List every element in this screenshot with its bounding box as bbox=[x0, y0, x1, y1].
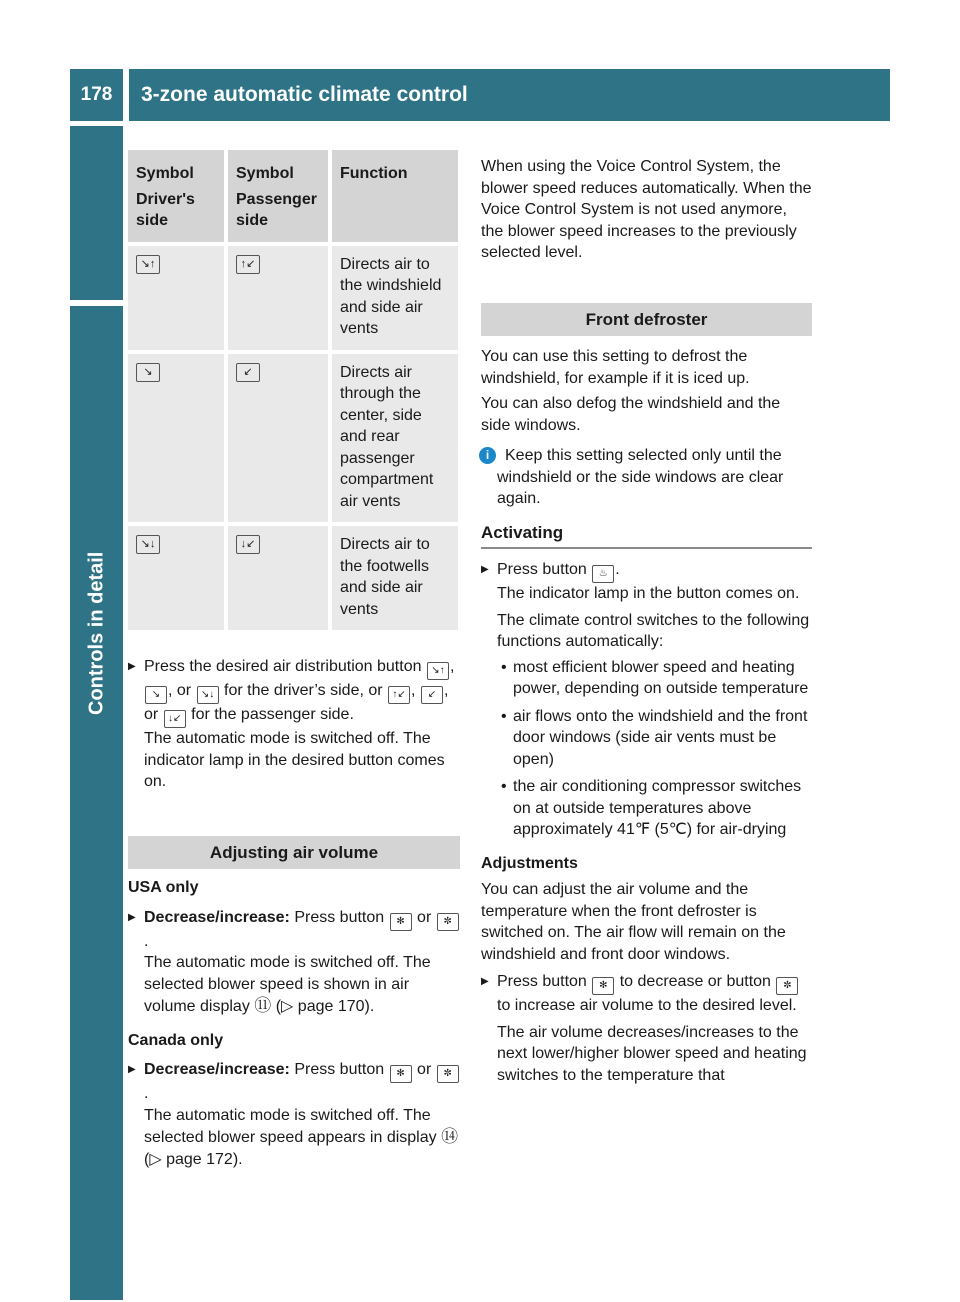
list-item: • most efficient blower speed and heating power, depending on outside temperature bbox=[497, 657, 812, 700]
side-tab bbox=[70, 306, 123, 1300]
info-text: Keep this setting selected only until the windshield or the side windows are clear again. bbox=[497, 447, 784, 507]
step-result: The indicator lamp in the button comes on. bbox=[497, 585, 800, 602]
header-function-line1: Function bbox=[340, 165, 408, 182]
defroster-intro: You can use this setting to defrost the windshield, for example if it is iced up. bbox=[481, 348, 750, 387]
table-row bbox=[128, 350, 458, 523]
air-windshield-passenger-icon: ↑↙ bbox=[388, 686, 410, 704]
activating-heading: Activating bbox=[481, 522, 812, 550]
header-passenger-line1: Symbol bbox=[236, 165, 294, 182]
defrost-max-icon: ♨ bbox=[592, 565, 614, 583]
air-center-driver-icon: ↘ bbox=[145, 686, 167, 704]
step-result: The automatic mode is switched off. The selected blower speed is shown in air volume display ⑪ (▷ page 170). bbox=[144, 954, 431, 1015]
air-center-driver-icon: ↘ bbox=[136, 363, 160, 382]
voice-control-paragraph: When using the Voice Control System, the blower speed reduces automatically. When the Voice Control System is not used anymore, the blower speed increases to the previously selected level. bbox=[481, 158, 812, 261]
function-text: Directs air to the footwells and side air vents bbox=[328, 522, 458, 630]
air-distribution-step bbox=[128, 656, 460, 793]
step-result: The automatic mode is switched off. The selected blower speed appears in display ⑭ (▷ page 172). bbox=[144, 1106, 459, 1168]
canada-only-label: Canada only bbox=[128, 1031, 224, 1049]
info-note bbox=[481, 445, 812, 510]
step-text: ▶ Decrease/increase: Press button ✻ or ✼. bbox=[144, 1059, 460, 1105]
adjust-step bbox=[481, 971, 812, 1086]
page-number: 178 bbox=[70, 69, 123, 121]
air-footwell-passenger-icon: ↓↙ bbox=[236, 535, 260, 554]
fan-decrease-icon: ✻ bbox=[390, 1065, 412, 1083]
header-function bbox=[328, 150, 458, 242]
air-windshield-driver-icon: ↘↑ bbox=[427, 662, 449, 680]
air-center-passenger-icon: ↙ bbox=[421, 686, 443, 704]
canada-step bbox=[128, 1059, 460, 1170]
activate-step bbox=[481, 559, 812, 841]
header-driver bbox=[128, 150, 224, 242]
symbol-table bbox=[128, 150, 458, 630]
function-text: Directs air to the windshield and side air vents bbox=[328, 242, 458, 350]
step-result: The automatic mode is switched off. The indicator lamp in the desired button comes on. bbox=[144, 730, 445, 790]
header-passenger bbox=[224, 150, 328, 242]
air-windshield-driver-icon: ↘↑ bbox=[136, 255, 160, 274]
defroster-defog: You can also defog the windshield and the side windows. bbox=[481, 395, 781, 434]
step-result: The air volume decreases/increases to the next lower/higher blower speed and heating switches to the temperature that bbox=[497, 1023, 807, 1084]
ref-number: ⑪ bbox=[254, 996, 272, 1015]
air-center-passenger-icon: ↙ bbox=[236, 363, 260, 382]
step-text: ▶ Decrease/increase: Press button ✻ or ✼. bbox=[144, 907, 460, 953]
fan-increase-icon: ✼ bbox=[437, 913, 459, 931]
info-icon: i bbox=[479, 447, 496, 464]
side-tab-upper bbox=[70, 126, 123, 300]
header-passenger-line2: Passenger side bbox=[236, 190, 317, 229]
air-footwell-driver-icon: ↘↓ bbox=[197, 686, 219, 704]
fan-increase-icon: ✼ bbox=[776, 977, 798, 995]
step-text: ▶ Press the desired air distribution button ↘↑ , ↘ , or ↘↓ for the driver’s side, or ↑↙ , ↙ , or ↓↙ for the passenger side. bbox=[144, 656, 460, 728]
left-column bbox=[128, 150, 460, 1170]
ref-number: ⑭ bbox=[441, 1127, 459, 1146]
step-text: ▶ Press button ♨ . bbox=[497, 559, 812, 583]
right-column bbox=[481, 150, 812, 1086]
adjustments-heading: Adjustments bbox=[481, 854, 578, 872]
function-text: Directs air through the center, side and rear passenger compartment air vents bbox=[328, 350, 458, 523]
chapter-title: 3-zone automatic climate control bbox=[129, 69, 890, 121]
fan-decrease-icon: ✻ bbox=[390, 913, 412, 931]
side-tab-label: Controls in detail bbox=[85, 551, 108, 715]
step-text: ▶ Press button ✻ to decrease or button ✼ to increase air volume to the desired level. bbox=[497, 973, 797, 1014]
usa-step bbox=[128, 907, 460, 1018]
auto-functions-intro: The climate control switches to the following functions automatically: bbox=[497, 611, 810, 650]
table-row bbox=[128, 522, 458, 630]
header-driver-line1: Symbol bbox=[136, 165, 194, 182]
table-row bbox=[128, 242, 458, 350]
adjustments-text: You can adjust the air volume and the temperature when the front defroster is switched on. The air flow will remain on the windshield and front door windows. bbox=[481, 881, 786, 963]
fan-decrease-icon: ✻ bbox=[592, 977, 614, 995]
list-item: • the air conditioning compressor switches on at outside temperatures above approximately 41℉ (5℃) for air-drying bbox=[497, 776, 812, 841]
fan-increase-icon: ✼ bbox=[437, 1065, 459, 1083]
header-driver-line2: Driver's side bbox=[136, 190, 195, 229]
usa-only-label: USA only bbox=[128, 879, 199, 896]
section-heading-air-volume: Adjusting air volume bbox=[128, 836, 460, 870]
list-item: • air flows onto the windshield and the front door windows (side air vents must be open) bbox=[497, 706, 812, 771]
section-heading-front-defroster: Front defroster bbox=[481, 303, 812, 337]
air-windshield-passenger-icon: ↑↙ bbox=[236, 255, 260, 274]
air-footwell-driver-icon: ↘↓ bbox=[136, 535, 160, 554]
air-footwell-passenger-icon: ↓↙ bbox=[164, 710, 186, 728]
